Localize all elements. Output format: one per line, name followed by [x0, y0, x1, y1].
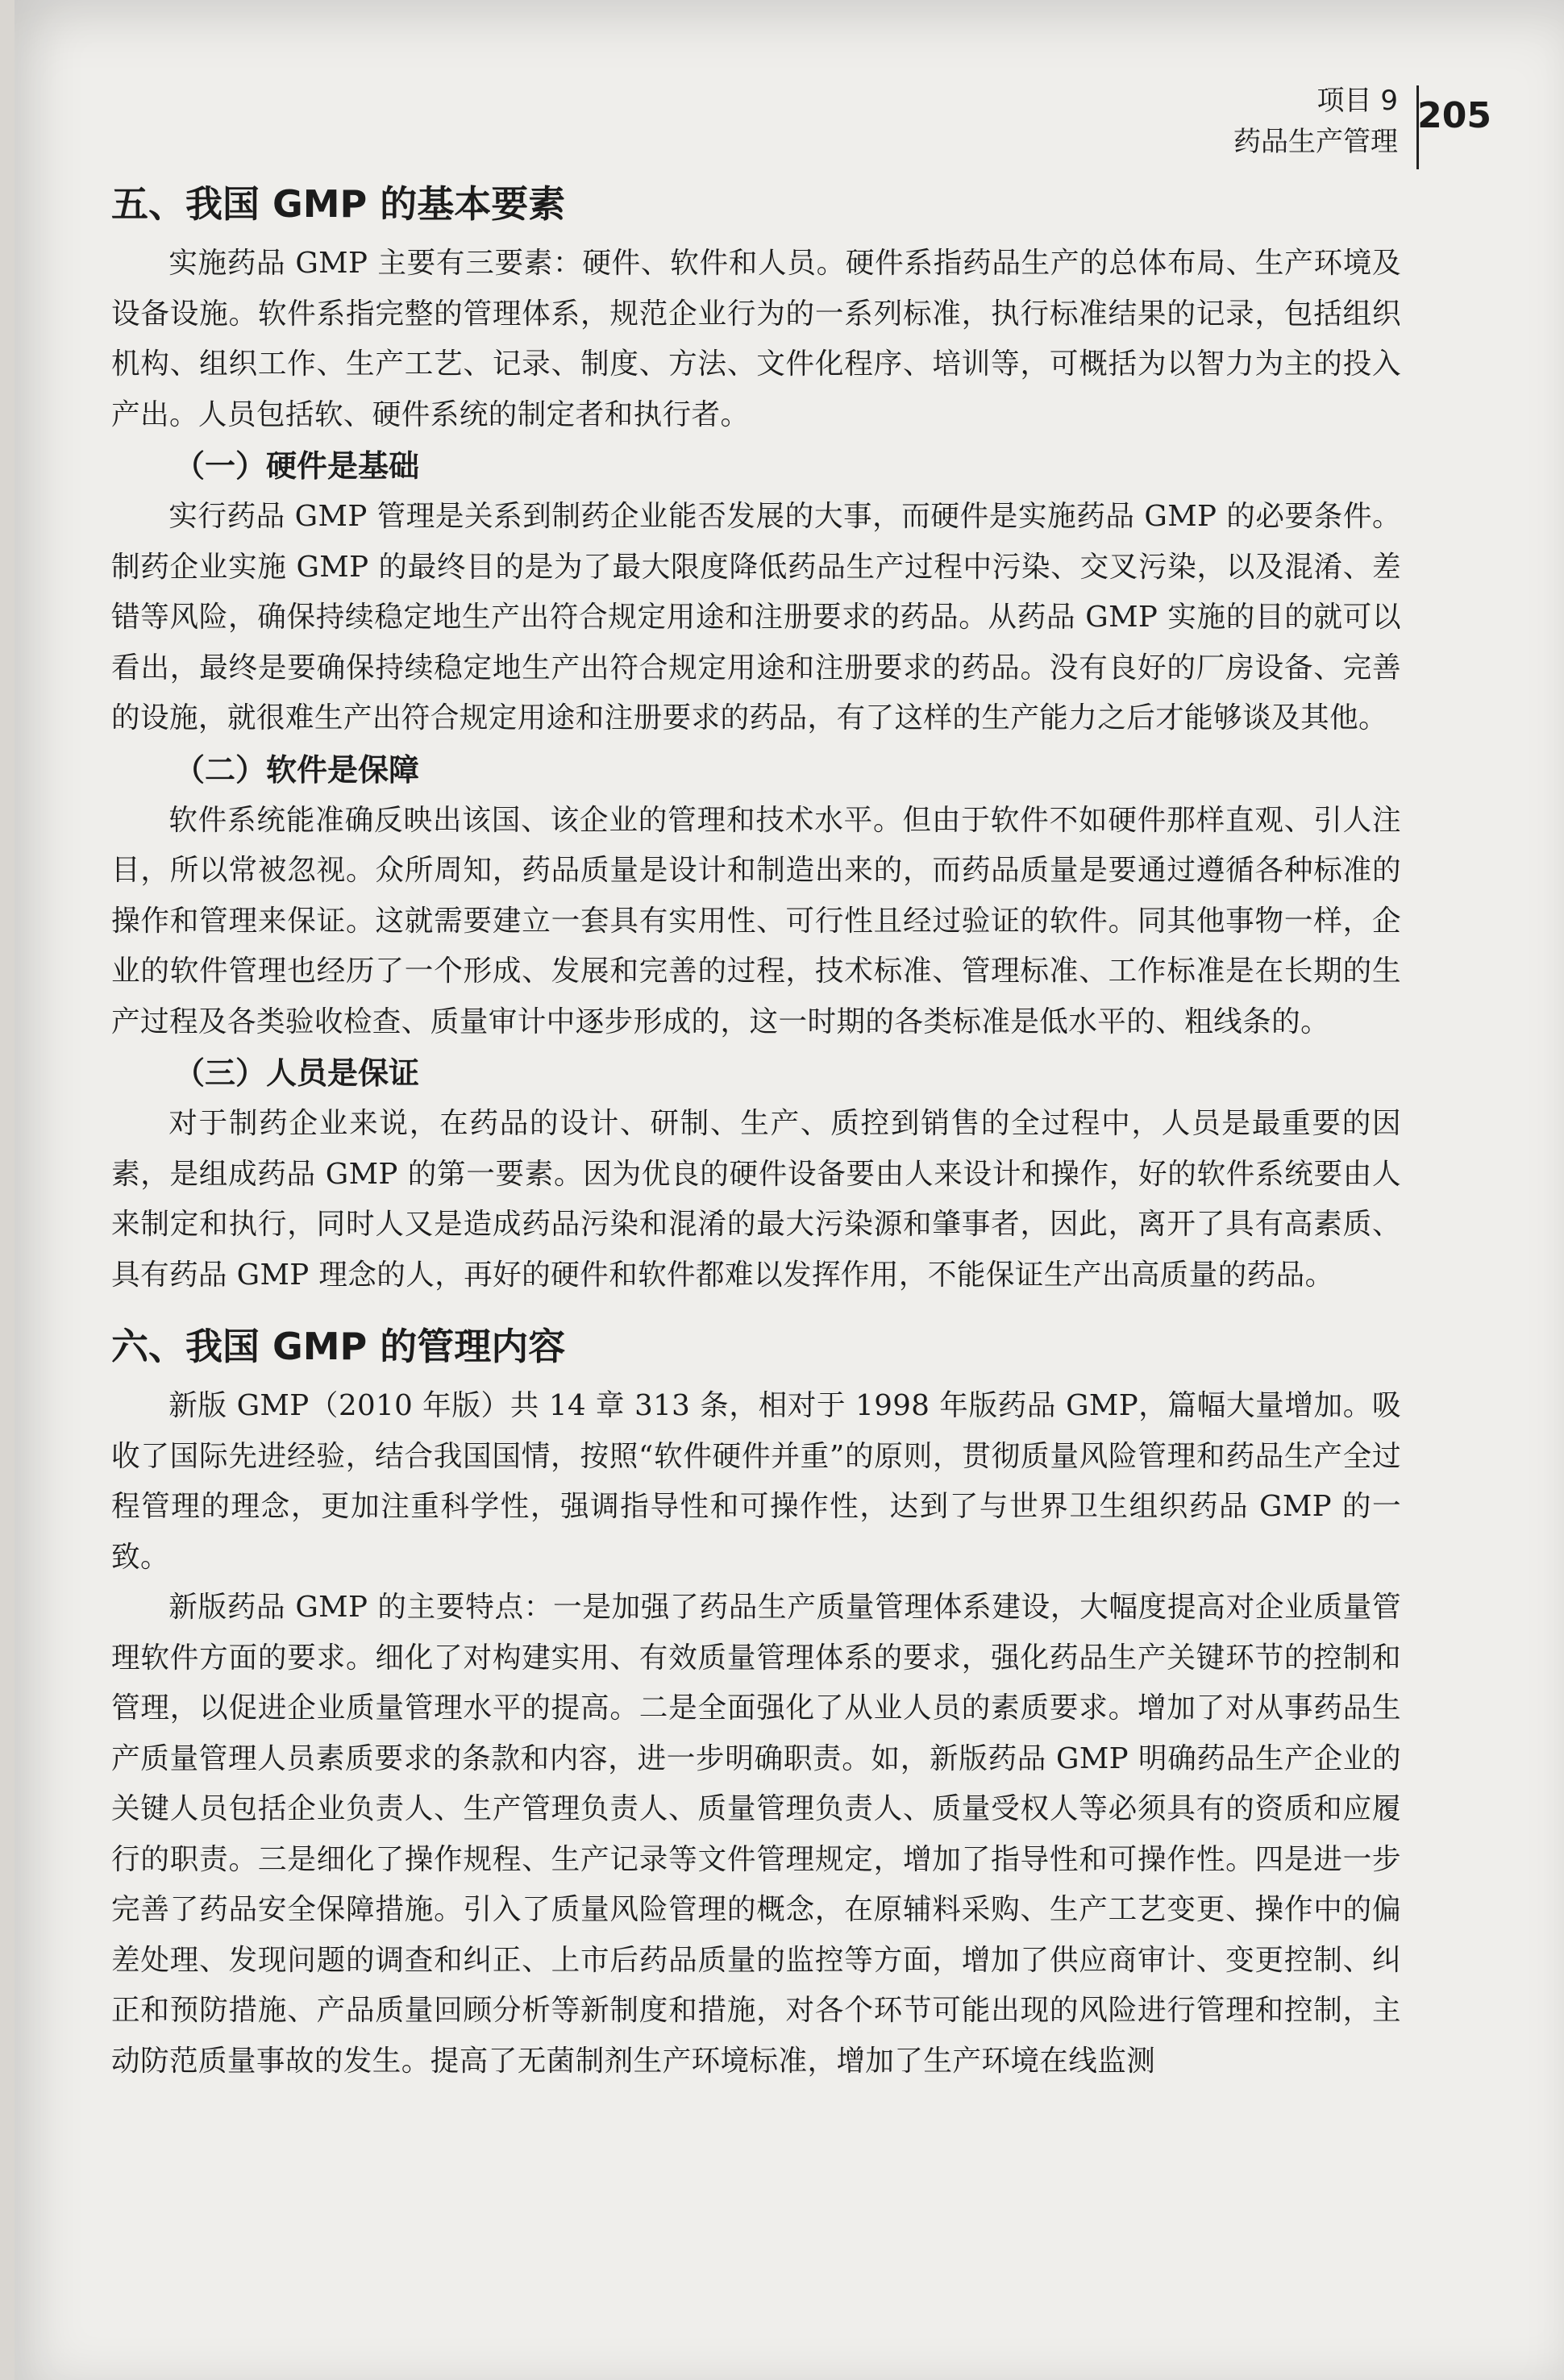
section-5-intro: 实施药品 GMP 主要有三要素：硬件、软件和人员。硬件系指药品生产的总体布局、生产环境及设备设施。软件系指完整的管理体系，规范企业行为的一系列标准，执行标准结果的记录，包括组织机构、组织工作、生产工艺、记录、制度、方法、文件化程序、培训等，可概括为以智力为主的投入产出。人员包括软、硬件系统的制定者和执行者。	[111, 247, 1401, 431]
section-6-paragraph-1: 新版 GMP（2010 年版）共 14 章 313 条，相对于 1998 年版药品 GMP，篇幅大量增加。吸收了国际先进经验，结合我国国情，按照“软件硬件并重”的原则，贯彻质量风险管理和药品生产全过程管理的理念，更加注重科学性，强调指导性和可操作性，达到了与世界卫生组织药品 GMP 的一致。	[111, 1389, 1401, 1574]
running-header	[1233, 81, 1419, 163]
page-content	[111, 169, 1401, 2087]
subsection-hardware-text: 实行药品 GMP 管理是关系到制药企业能否发展的大事，而硬件是实施药品 GMP 的必要条件。制药企业实施 GMP 的最终目的是为了最大限度降低药品生产过程中污染、交叉污染，以及混淆、差错等风险，确保持续稳定地生产出符合规定用途和注册要求的药品。从药品 GMP 实施的目的就可以看出，最终是要确保持续稳定地生产出符合规定用途和注册要求的药品。没有良好的厂房设备、完善的设施，就很难生产出符合规定用途和注册要求的药品，有了这样的生产能力之后才能够谈及其他。	[111, 500, 1401, 734]
subsection-software-heading: （二）软件是保障	[174, 751, 420, 788]
subsection-personnel-text: 对于制药企业来说，在药品的设计、研制、生产、质控到销售的全过程中，人员是最重要的因素，是组成药品 GMP 的第一要素。因为优良的硬件设备要由人来设计和操作，好的软件系统要由人来制定和执行，同时人又是造成药品污染和混淆的最大污染源和肇事者，因此，离开了具有高素质、具有药品 GMP 理念的人，再好的硬件和软件都难以发挥作用，不能保证生产出高质量的药品。	[111, 1107, 1401, 1292]
section-6-heading: 六、我国 GMP 的管理内容	[111, 1325, 566, 1368]
subsection-hardware-heading: （一）硬件是基础	[174, 448, 420, 484]
section-5-heading: 五、我国 GMP 的基本要素	[111, 182, 566, 226]
subsection-software-text: 软件系统能准确反映出该国、该企业的管理和技术水平。但由于软件不如硬件那样直观、引人注目，所以常被忽视。众所周知，药品质量是设计和制造出来的，而药品质量是要通过遵循各种标准的操作和管理来保证。这就需要建立一套具有实用性、可行性且经过验证的软件。同其他事物一样，企业的软件管理也经历了一个形成、发展和完善的过程，技术标准、管理标准、工作标准是在长期的生产过程及各类验收检查、质量审计中逐步形成的，这一时期的各类标准是低水平的、粗线条的。	[111, 803, 1401, 1038]
book-page	[15, 0, 1564, 2380]
project-label: 项目 9	[1317, 85, 1398, 117]
section-6-paragraph-2: 新版药品 GMP 的主要特点：一是加强了药品生产质量管理体系建设，大幅度提高对企业质量管理软件方面的要求。细化了对构建实用、有效质量管理体系的要求，强化药品生产关键环节的控制和管理，以促进企业质量管理水平的提高。二是全面强化了从业人员的素质要求。增加了对从事药品生产质量管理人员素质要求的条款和内容，进一步明确职责。如，新版药品 GMP 明确药品生产企业的关键人员包括企业负责人、生产管理负责人、质量管理负责人、质量受权人等必须具有的资质和应履行的职责。三是细化了操作规程、生产记录等文件管理规定，增加了指导性和可操作性。四是进一步完善了药品安全保障措施。引入了质量风险管理的概念，在原辅料采购、生产工艺变更、操作中的偏差处理、发现问题的调查和纠正、上市后药品质量的监控等方面，增加了供应商审计、变更控制、纠正和预防措施、产品质量回顾分析等新制度和措施，对各个环节可能出现的风险进行管理和控制，主动防范质量事故的发生。提高了无菌制剂生产环境标准，增加了生产环境在线监测	[111, 1591, 1401, 2078]
subsection-personnel-heading: （三）人员是保证	[174, 1055, 420, 1091]
page-number: 205	[1417, 95, 1491, 136]
chapter-label: 药品生产管理	[1233, 126, 1398, 158]
